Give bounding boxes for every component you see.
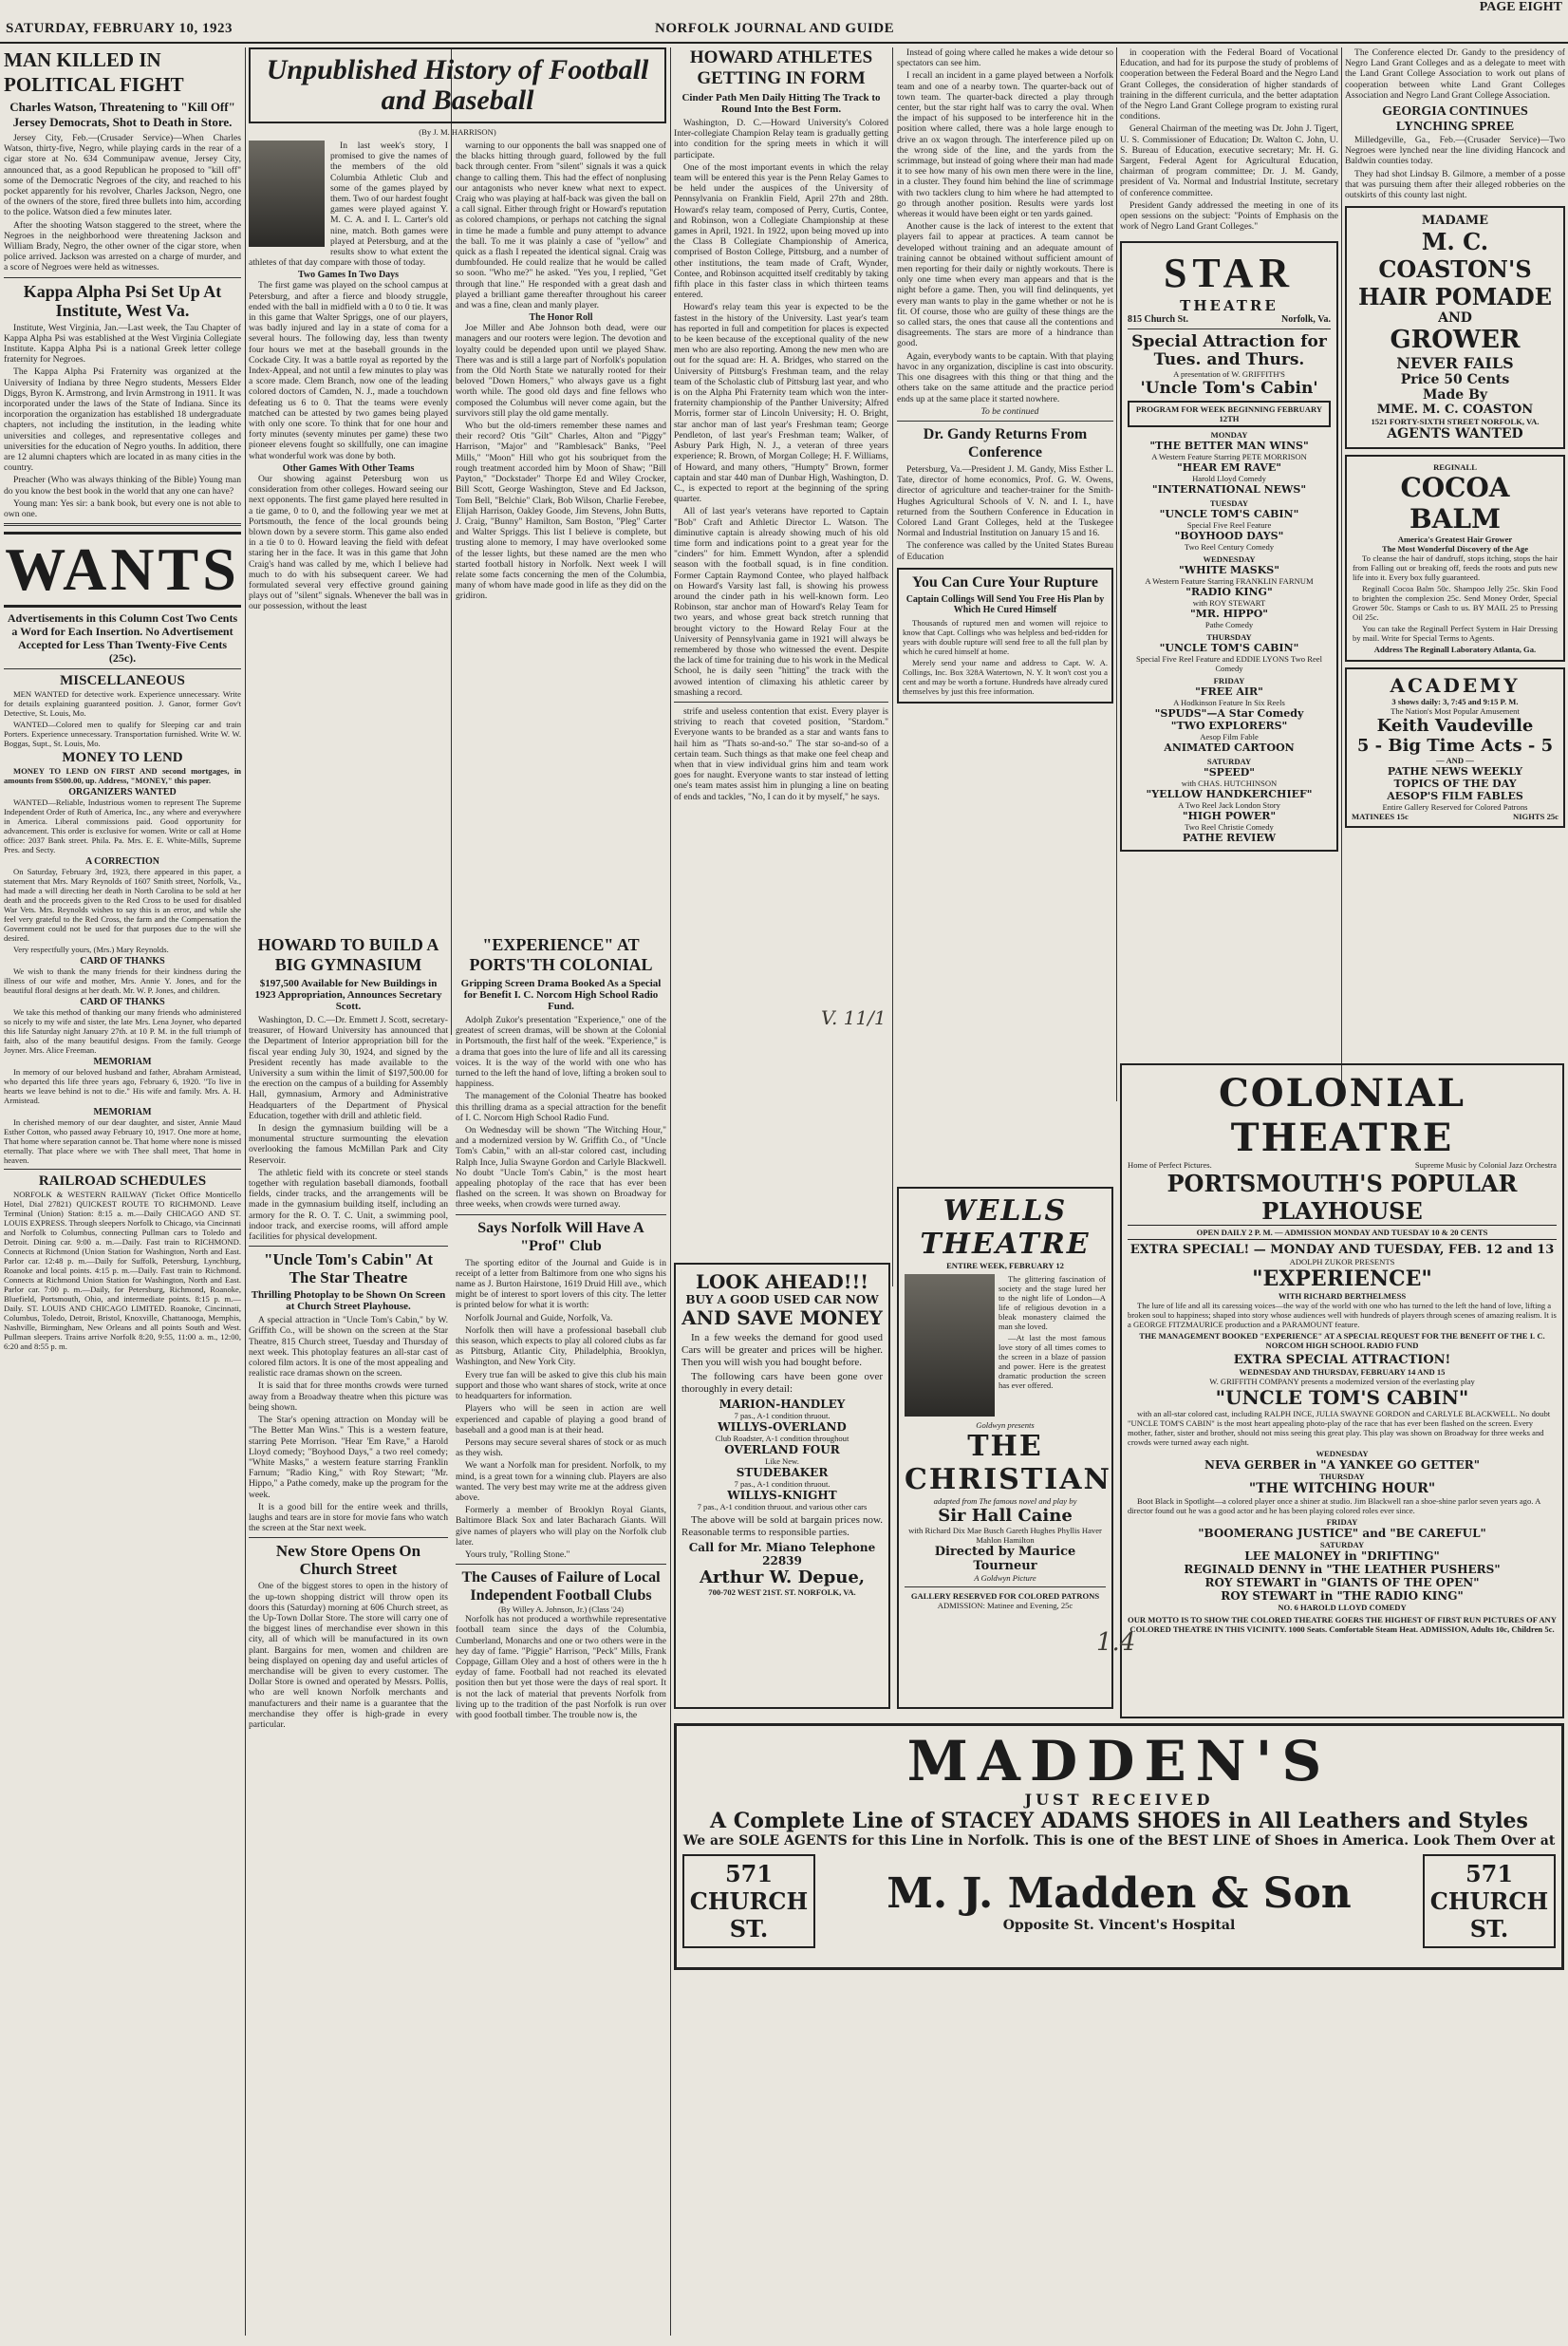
- thanks-heading: CARD OF THANKS: [80, 956, 165, 967]
- article-kappa: [4, 323, 241, 520]
- program-title: "WHITE MASKS": [1179, 564, 1279, 577]
- paragraph: In a few weeks the demand for good used Cars will be greater and prices will be higher. Then you will wish you had bought before.: [681, 1332, 883, 1368]
- paragraph: The glittering fascination of society and the stage lured her to the night life of London—A life of religious devotion in a bleak monastery claimed the man she loved.: [999, 1274, 1106, 1331]
- article-howard-gym: [249, 1015, 448, 1242]
- paragraph: —At last the most famous love story of all times comes to the screen in a blaze of passion and power. Here is the greatest dramatic production the screen has ever offered.: [999, 1333, 1106, 1390]
- paragraph: in cooperation with the Federal Board of Vocational Education, and had for its purpose the study of problems of cooperation between the Federal Board and the Negro Land Grant Colleges, the consideration of higher standards of training in the different curricula, and the better adaptation of the Negro Land Grant College program to existing rural conditions.: [1120, 47, 1338, 122]
- correction-notice: [4, 867, 241, 954]
- classifieds: [4, 689, 241, 748]
- ad-line: GALLERY RESERVED FOR COLORED PATRONS: [910, 1591, 1100, 1601]
- program-detail: Pathe Comedy: [1204, 620, 1254, 630]
- paragraph: In cherished memory of our dear daughter, and sister, Annie Maud Esther Cotton, who passed away February 10, 1917. One more at home, That home where separation cannot be. That home where none is missed eternally. That place where we with Thee shall meet, That home in heaven.: [4, 1117, 241, 1166]
- ad-line: AND SAVE MONEY: [681, 1306, 883, 1329]
- memoriam-heading: MEMORIAM: [93, 1107, 152, 1118]
- paragraph: Merely send your name and address to Capt. W. A. Collings, Inc. Box 328A Watertown, N. Y. It won't cost you a cent and may be worth a fortune. Hundreds have already cured themselves by just this free information.: [903, 657, 1108, 696]
- correction-heading: A CORRECTION: [84, 856, 160, 868]
- paragraph: Washington, D. C.—Howard University's Colored Inter-collegiate Champion Relay team is gradually getting into condition for the spring meets in which it will participate.: [674, 118, 888, 160]
- ad-line: THURSDAY: [1319, 1472, 1365, 1481]
- ad-look-ahead: [674, 1263, 890, 1709]
- paragraph: Preacher (Who was always thinking of the Bible) Young man do you know the best book in the world that any one can have?: [4, 475, 241, 497]
- ad-line: EXTRA SPECIAL ATTRACTION!: [1233, 1353, 1451, 1367]
- star-program-week: PROGRAM FOR WEEK BEGINNING FEBRUARY 12TH: [1128, 401, 1331, 427]
- subhead-howard-athletes: Cinder Path Men Daily Hitting The Track to Round Into the Best Form.: [681, 92, 881, 115]
- headline-football-history: Unpublished History of Football and Baseball: [266, 54, 649, 116]
- ad-line: "BOOMERANG JUSTICE" and "BE CAREFUL": [1198, 1527, 1486, 1540]
- ad-line: W. GRIFFITH COMPANY presents a modernized version of the everlasting play: [1209, 1377, 1475, 1386]
- paragraph: Norfolk has not produced a worthwhile representative football team since the days of the Columbia, Cumberland, Monarchs and one or two others were in the hey day of fame. "Piggie" Harrison, "Peck" Mills, Frank Coppage, Gillam Oley and a host of others were in the h eyday of fame. Football had not reached its elevated position then but yet those were the days of real sport. It is not the lack of material that prevents Norfolk from living up to the tradition of the past Norfolk is run over with good football timber. The trouble now is, the: [456, 1614, 666, 1720]
- headline-prof-club: Says Norfolk Will Have A "Prof" Club: [477, 1219, 644, 1254]
- paragraph: Institute, West Virginia, Jan.—Last week, the Tau Chapter of Kappa Alpha Psi was established at the West Virginia Collegiate Institute. Kappa Alpha Psi is a national Greek letter college fraternity for Negroes.: [4, 322, 241, 366]
- ad-line: ROY STEWART in "THE RADIO KING": [1221, 1589, 1464, 1603]
- football-history-article: [249, 47, 666, 959]
- program-title: "INTERNATIONAL NEWS": [1151, 483, 1307, 497]
- column-2-lower: [249, 935, 448, 2331]
- ad-academy: [1345, 667, 1565, 828]
- masthead-date: SATURDAY, FEBRUARY 10, 1923: [6, 21, 233, 36]
- paragraph: We wish to thank the many friends for their kindness during the illness of our wife and mother, Mrs. Annie Y. Jones, and for the beautiful floral designs at her death. Mr. W. P. Jones, and children.: [4, 967, 241, 996]
- program-title: "HEAR EM RAVE": [1177, 461, 1281, 475]
- ad-line: Keith Vaudeville: [1376, 716, 1534, 737]
- ad-line: with Richard Dix Mae Busch Gareth Hughes Phyllis Haver Mahlon Hamilton: [908, 1526, 1102, 1545]
- paragraph: Washington, D. C.—Dr. Emmett J. Scott, secretary-treasurer, of Howard University has announced that the Department of Interior appropriation bill for the fiscal year ending July 30, 1924, and signed by the President recently has made available to the University a sum within the limit of $197,500.00 for the erection on the campus of a building for Assembly Hall, gymnasium, Armory and Administrative Headquarters of the Department of Physical Education, together with drill and athletic field.: [249, 1015, 448, 1121]
- program-detail: Two Reel Century Comedy: [1184, 542, 1275, 553]
- ad-line: Home of Perfect Pictures.: [1128, 1160, 1212, 1170]
- paragraph: It is a good bill for the entire week and thrills, laughs and tears are in store for movie fans who watch the screen at the Star next week.: [249, 1501, 448, 1534]
- ad-line: America's Greatest Hair Grower: [1397, 535, 1513, 545]
- ad-line: Supreme Music by Colonial Jazz Orchestra: [1414, 1160, 1557, 1170]
- ad-rupture: [897, 568, 1113, 704]
- money-ad: [4, 766, 241, 785]
- handwritten-mark: 1.4: [1096, 1628, 1136, 1657]
- ad-line: COLONIAL THEATRE: [1218, 1071, 1466, 1160]
- ad-line: ROY STEWART in "GIANTS OF THE OPEN": [1204, 1576, 1480, 1589]
- column-6: [1120, 47, 1338, 1054]
- column-1: [4, 47, 241, 2336]
- paragraph: NORFOLK & WESTERN RAILWAY (Ticket Office Monticello Hotel, Dial 27821) QUICKEST ROUTE TO RICHMOND. Leave Terminal (Union) Station: 8:15 a. m.—Daily CHICAGO AND ST. LOUIS EXPRESS. Through sleepers Norfolk to Chicago, via Cincinnati and Norfolk to Columbus, connecting Pullman cars to Toledo and Detroit. Dining car. 9:00 a. m.—Daily. Fast train to RICHMOND. Connects at Richmond (Union Station for Washington, North and East. Parlor car. 12:48 p. m.—Daily for Suffolk, Petersburg, Lynchburg, Roanoke and local points. 4:15 p. m.—Daily. Fast train to Richmond. Connects at Richmond Union Station for Washington, North and East. Parlor car. 7:00 p. m.—Daily, for Petersburg, Richmond, Roanoke, Bluefield, Portsmouth, Ohio, and intermediate points. 8:15 p. m.—Daily. ST. LOUIS AND CHICAGO LIMITED. Roanoke, Cincinnati, Columbus, Toledo, Detroit, Bristol, Knoxville, Chattanooga, Memphis, Nashville, Birmingham, New Orleans and all points South and West. Pullman sleepers. Trains arrive Norfolk 8:20, 9:55, 11:00 a. m., 12:00, 6:20 and 8:55 p. m.: [4, 1190, 241, 1352]
- paragraph: Norfolk then will have a professional baseball club this season, which expects to play all colored clubs as far as Pittsburg, Atlantic City, Philadelphia, Brooklyn, Washington, and New York City.: [456, 1324, 666, 1368]
- paragraph: General Chairman of the meeting was Dr. John J. Tigert, U. S. Commissioner of Education; Dr. Walton C. John, U. S. Bureau of Education, executive secretary; Mr. H. G. Sargent, Federal Agent for Agricultural Education, chairman of program committee; Dr. J. M. Gandy, president of Va. Normal and Industrial Institute, secretary of conference committee.: [1120, 123, 1338, 198]
- ad-address: 700-702 WEST 21ST. ST. NORFOLK, VA.: [708, 1587, 856, 1597]
- memoriam-heading: MEMORIAM: [93, 1057, 152, 1068]
- ad-line: Made By: [1422, 387, 1488, 404]
- ad-line: FRIDAY: [1326, 1517, 1358, 1527]
- program-title: "YELLOW HANDKERCHIEF": [1146, 788, 1313, 801]
- paragraph: The first game was played on the school campus at Petersburg, and after a fierce and bloody struggle, ended with the ball in midfield with a 0 to 0 tie. It was in this game that Walter Spriggs, one of our players, was badly injured and lay in a state of coma for a several hours. The following day, less than twenty four hours we met at the baseball grounds in the Cockade City. It was a battle royal as reported by the Index-Appeal, and not until a few minutes to play was a score made. Clem Branch, now one of the leading colored doctors of Camden, N. J., made a touchdown defeating us 6 to 0. That the teams were evenly matched can be attested by two games being played with only one score. To think that for one hour and forty minutes (seventy minutes per game) these two pioneer elevens fought so skillfully, one can imagine what wonderful work was done by both.: [249, 280, 448, 461]
- paragraph: Petersburg, Va.—President J. M. Gandy, Miss Esther L. Tate, director of home economics, Prof. G. W. Owens, director of agriculture and teacher-trainer for the Smith-Hughes Agricultural Schools of V. N. and I. I., have returned from the Southern Conference in Education in Colored Land Grant Colleges, held at the Tuskegee Normal and Industrial Institution on January 15 and 16.: [897, 463, 1113, 539]
- ad-wells-theatre: [897, 1187, 1113, 1709]
- column-rule: [1116, 47, 1117, 1101]
- article-experience: [456, 1015, 666, 1211]
- car-detail: Club Roadster, A-1 condition throughout: [715, 1434, 849, 1443]
- program-title: PATHE REVIEW: [1182, 832, 1277, 845]
- paragraph: Who but the old-timers remember these names and their record? Otis "Gilt" Charles, Alton and "Piggy" Harrison, "Major" and "Ramblesack" Banks, "Peel Mills," "Moon" Hill who got his soubriquet from the rough treatment accorded him by Moon of Shaw; "Bill Payton," "Dockstader" Thorpe Ed and Wiley Crocker, Bill Scott, George Washington, Steve and Ed Jackson, Tom Bell, "Belchie" Clark, Bob Wilson, Charlie Ferebee, Elijah Harrison, Oakley Goode, Jim Stevens, John Butts, J. Craig, "Bunny" Hamilton, Sam Boston, "Pleg" Carter and Walter Spriggs. This list I believe is complete, but trusting alone to memory, I may have overlooked some of the lesser lights, but these named are the men who started football history in Norfolk. Next week I will relate some facts concerning the men of the Columbia, many of whom have made good in life as they did on the gridiron.: [456, 421, 666, 602]
- ad-line: LEE MALONEY in "DRIFTING": [1244, 1549, 1440, 1563]
- subheading: The Honor Roll: [529, 312, 593, 324]
- ad-line: THE MANAGEMENT BOOKED "EXPERIENCE" AT A SPECIAL REQUEST FOR THE BENEFIT OF THE I. C. NORCOM HIGH SCHOOL RADIO FUND: [1139, 1331, 1545, 1350]
- column-4: [674, 47, 888, 1282]
- program-title: "SPUDS"—A Star Comedy: [1154, 707, 1304, 721]
- signature: Very respectfully yours, (Mrs.) Mary Reynolds.: [13, 945, 169, 955]
- ad-line: OUR MOTTO IS TO SHOW THE COLORED THEATRE GOERS THE HIGHEST OF FIRST RUN PICTURES OF ANY COLORED THEATRE IN THIS VICINITY. 1000 Seats. Comfortable Steam Heat. ADMISSION, Adults 10c, Children 5c.: [1128, 1615, 1557, 1634]
- star-subtitle: THEATRE: [1180, 297, 1279, 315]
- subhead-utc: Thrilling Photoplay to be Shown On Screen at Church Street Playhouse.: [251, 1289, 446, 1313]
- portrait-photo: [249, 141, 325, 247]
- memoriam-2: [4, 1117, 241, 1165]
- ad-maddens: [674, 1723, 1564, 1970]
- paragraph: Boot Black in Spotlight—a colored player once a shiner at studio. Jim Blackwell ran a shoe-shine parlor seven years ago. A director found out he was a good actor and he has been playing colored roles ever since.: [1128, 1496, 1540, 1515]
- ad-contact: Call for Mr. Miano Telephone 22839: [688, 1541, 876, 1567]
- day-heading: WEDNESDAY: [1203, 554, 1256, 565]
- byline: (By Willey A. Johnson, Jr.) (Class '24): [497, 1605, 625, 1615]
- subheading: Other Games With Other Teams: [282, 462, 415, 474]
- ad-line: WEDNESDAY AND THURSDAY, FEBRUARY 14 AND 15: [1239, 1367, 1446, 1377]
- ad-line: AESOP'S FILM FABLES: [1387, 790, 1523, 803]
- ad-line: MATINEES 15c: [1352, 812, 1409, 822]
- paragraph: The Kappa Alpha Psi Fraternity was organized at the University of Indiana by three Negro students, Messers Elder Diggs, Byron K. Armstrong, and Irvin Armstrong in 1911. It was incorporated under the laws of the State of Indiana. Since its incorporation the organization has established 18 undergraduate chapters, not including the institution, in the leading white universities and colleges, and representative colleges and universities for the education of Negro youths. In addition, there are 12 alumni chapters which are located in as many cities in the country.: [4, 366, 241, 474]
- to-be-continued: To be continued: [980, 405, 1039, 417]
- organizers-heading: ORGANIZERS WANTED: [68, 787, 177, 798]
- program-title: "MR. HIPPO": [1189, 608, 1269, 621]
- headline-kappa: Kappa Alpha Psi Set Up At Institute, West Va.: [23, 281, 222, 320]
- program-title: "FREE AIR": [1195, 685, 1263, 699]
- day-heading: SATURDAY: [1206, 757, 1252, 767]
- article-continuation: [897, 47, 1113, 417]
- ad-line: ACADEMY: [1390, 674, 1521, 698]
- ad-coaston: [1345, 206, 1565, 449]
- program-title: "BOYHOOD DAYS": [1174, 530, 1284, 543]
- paragraph: We want a Norfolk man for president. Norfolk, to my mind, is a great town for a winning club. Players are also wanted. The very best may write me at the address given above.: [456, 1460, 666, 1503]
- paragraph: The Star's opening attraction on Monday will be "The Better Man Wins." This is a western feature, starring Pete Morrison. "Hear 'Em Rave," a Harold Lloyd comedy; "Boyhood Days," a two reel comedy; "White Masks," a western feature starring Franklin Farnum; "Radio King," with Roy Stewart; "Mr. Hippo," a Pathe comedy, make up the program for the week.: [249, 1415, 448, 1500]
- subhead-experience: Gripping Screen Drama Booked As a Special for Benefit I. C. Norcom High School Radio Fund.: [460, 978, 662, 1012]
- paragraph: The following cars have been gone over thoroughly in every detail:: [681, 1371, 883, 1395]
- thanks-heading: CARD OF THANKS: [80, 997, 165, 1008]
- ad-line: OPEN DAILY 2 P. M. — ADMISSION MONDAY AND TUESDAY 10 & 20 CENTS: [1128, 1225, 1557, 1240]
- column-7: [1345, 47, 1565, 1054]
- paragraph: They had shot Lindsay B. Gilmore, a member of a posse that was pursuing them after their alleged robberies on the outskirts of this county last night.: [1345, 168, 1565, 201]
- ad-name: Arthur W. Depue,: [699, 1567, 866, 1587]
- classified-item: WANTED—Colored men to qualify for Sleeping car and train Porters. Experience unnecessary. Transportation furnished. Write W. W. Boggas, Supt., St. Louis, Mo.: [4, 720, 241, 749]
- car-detail: 7 pas., A-1 condition thruout.: [734, 1479, 831, 1489]
- car-name: WILLYS-KNIGHT: [727, 1489, 837, 1502]
- ad-line: NO. 6 HAROLD LLOYD COMEDY: [1278, 1603, 1407, 1612]
- ad-line: WITH RICHARD BERTHELMESS: [1278, 1291, 1407, 1301]
- classified-item: WANTED—Reliable, Industrious women to represent The Supreme Independent Order of Ruth of America, Inc., any where and everywhere in America. Liberal commissions paid. Good opportunity for advancement. This order is exclusive for women. Write or call at Home office: 2037 Bank street. Phila. Pa. Mrs. E. E. White-Mills, Supreme Pres. and Secty.: [4, 798, 241, 855]
- headline-failure: The Causes of Failure of Local Independent Football Clubs: [461, 1569, 661, 1605]
- paragraph: It is said that for three months crowds were turned away from a Broadway theatre when this picture was being shown.: [249, 1380, 448, 1413]
- car-detail: 7 pas., A-1 condition thruout.: [734, 1411, 831, 1420]
- ad-colonial-theatre: [1120, 1063, 1564, 1718]
- ad-line: 571 CHURCH ST.: [1423, 1854, 1556, 1948]
- program-title: "UNCLE TOM'S CABIN": [1159, 508, 1299, 521]
- paragraph: On Saturday, February 3rd, 1923, there appeared in this paper, a statement that Mrs. Mary Reynolds of 1607 Smith street, Norfolk, Va., had made a will directing her death in North Carolina to be sold at her death and the proceeds given to the Red Cross to be used for disabled War Vets. Mrs. Reynolds wishes to say this is an error, and while she feel very grateful to the Red Cross, the farm and the Compensation the Government could not be used for that purposes due to the will she desired.: [4, 867, 241, 944]
- ad-line: 5 - Big Time Acts - 5: [1356, 736, 1554, 757]
- ad-line: ENTIRE WEEK, FEBRUARY 12: [946, 1261, 1064, 1270]
- program-title: "SPEED": [1204, 766, 1255, 779]
- subheading: Two Games In Two Days: [297, 270, 400, 281]
- program-title: "RADIO KING": [1185, 586, 1273, 599]
- column-3-lower: [456, 935, 666, 2331]
- article-gandy: [897, 464, 1113, 562]
- headline-howard-gym: HOWARD TO BUILD A BIG GYMNASIUM: [257, 935, 439, 974]
- headline-experience: "EXPERIENCE" AT PORTS'TH COLONIAL: [469, 935, 653, 974]
- day-heading: THURSDAY: [1206, 632, 1252, 643]
- paragraph: One of the biggest stores to open in the history of the up-town shopping district will throw open its doors this (Saturday) morning at 606 Church street, as the Up-Town Dollar Store. The store will carry one of the biggest lines of merchandise ever shown in this city, all of which will be manufactured in its own plant. Bargains for men, women and children are being displayed on opening day and useful articles of merchandise will be given to every customer. The Dollar Store is owned and operated by Messrs. Pollis, who are well known Norfolk merchants and manufacturers and their name is a guarantee that the merchandise they offer is high-grade in every particular.: [249, 1581, 448, 1730]
- paragraph: Instead of going where called he makes a wide detour so spectators can see him.: [897, 47, 1113, 69]
- paragraph: A special attraction in "Uncle Tom's Cabin," by W. Griffith Co., will be shown on the screen at the Star Theatre, 815 Church street, Tuesday and Thursday of next week. This photoplay features an all-star cast of colored film actors. It is one of the most appealing and realistic race dramas shown on the screen.: [249, 1315, 448, 1379]
- star-title: STAR: [1163, 250, 1296, 297]
- article-prof-club: [456, 1258, 666, 1560]
- paragraph: strife and useless contention that exist. Every player is striving to reach that coveted position, "Stardom." Everyone wants to be branded as a star and wants fans to hail him as "Thats so-and-so." The star so-and-so of a certain team. Such things as that make one feel cheap and when that in view individual grins him and team work goes for naught. Everyone wants to star instead of letting one's team mates assist him in plunging a line on beating of ends and tackles, "No, I can do it by myself," he says.: [674, 705, 888, 802]
- ad-line: SATURDAY: [1319, 1540, 1365, 1549]
- paragraph: Howard's relay team this year is expected to be the fastest in the history of the University. Last year's team has reported in full and competition for places is expected to be keen because of the exceptional quality of the new men who are also reporting. Among the new men who are out for the squad are: H. A. Bridges, who starred on the University of Pittsburg's Freshman team, and the relay team of the Scholastic club of Pittsburg last year, and who is on the Alpha Phi Fraternity team which won the inter-fraternity championship of the Panther University; Alfred Morris, former star of Lincoln University; H. O. Bright, star anchor man of last year's Freshman team; George Pendleton, of last year's Freshman team; Walker, of Asbury Park High, N. J., a veteran of three years experience; R. Brown, of Morgan College; H. F. Williams, of Howard, and many others, "Humpty" Brown, former captain and star 440 man of Dunbar High, Washington, D. C., is expected to report at the beginning of the spring quarter.: [674, 302, 888, 505]
- byline: (By J. M. HARRISON): [419, 127, 496, 137]
- ad-line: Directed by Maurice Tourneur: [934, 1545, 1076, 1573]
- star-feature: 'Uncle Tom's Cabin': [1140, 379, 1318, 399]
- ad-line: Opposite St. Vincent's Hospital: [1002, 1918, 1236, 1933]
- paragraph: Every true fan will be asked to give this club his main support and those who want shares of stock, write at once to headquarters for information.: [456, 1369, 666, 1402]
- ad-line: WELLS THEATRE: [920, 1194, 1091, 1261]
- paragraph: Thousands of ruptured men and women will rejoice to know that Capt. Collings who was helpless and bed-ridden for years with double rupture will send free to all the full plan by which he cured himself at home.: [903, 617, 1108, 656]
- ad-line: PORTSMOUTH'S POPULAR PLAYHOUSE: [1167, 1170, 1518, 1225]
- paragraph: In design the gymnasium building will be a monumental structure surmounting the elevation overlooking the famous McMillan Park and City Reservoir.: [249, 1123, 448, 1166]
- program-detail: with CHAS. HUTCHINSON: [1181, 779, 1278, 789]
- ad-line: 1521 FORTY-SIXTH STREET NORFOLK, VA.: [1371, 417, 1540, 427]
- paragraph: Yours truly, "Rolling Stone.": [465, 1548, 570, 1560]
- paragraph: The Conference elected Dr. Gandy to the presidency of Negro Land Grant Colleges and as a delegate to meet with the Land Grant College Association to work out plans of cooperation between white Land Grant Colleges Association and Negro Land Grant College Association.: [1345, 47, 1565, 101]
- ad-line: NEVER FAILS: [1396, 354, 1514, 373]
- ad-line: "UNCLE TOM'S CABIN": [1215, 1386, 1469, 1409]
- paragraph: In memory of our beloved husband and father, Abraham Armistead, who departed this life three years ago, February 6, 1920. "To live in hearts we leave behind is not to die." His wife and family. Mrs. A. H. Armistead.: [4, 1067, 241, 1106]
- paragraph: One of the most important events in which the relay team will be entered this year is the Penn Relay Games to be held under the auspices of the University of Pennsylvania on Franklin Field, April 27th and 28th. Howard's relay team, composed of Perry, Curtis, Contee, and Robinson, won a Collegiate Championship at these games in April, 1921. In 1922, upon being moved up into the Class B Collegiate Championship of America, comprised of Boston College, Pittsburg, and a number of other institutions, the team made of Craft, Wynder, Contee, and Robinson acquitted itself creditably by taking fifth place in this faster class in which thirteen teams entered.: [674, 161, 888, 301]
- paragraph: with an all-star colored cast, including RALPH INCE, JULIA SWAYNE GORDON and CARLYLE BLACKWELL. No doubt "UNCLE TOM'S CABIN" is the most heart appealing photo-play of the race that has ever been flashed on the screen. Every mother, father, sister and brother, should not miss seeing this great play. This play was shown on Broadway for three weeks and crowds were turned away each night.: [1128, 1409, 1551, 1447]
- paragraph: Jersey City, Feb.—(Crusader Service)—When Charles Watson, thirty-five, Negro, while playing cards in the rear of a cigar store at No. 634 Communipaw avenue, Jersey City, announced that, as a good Republican he proposed to "kill off" some of the Democratic Negroes of the city, and reached to his pocket apparently for his revolver, Charles Jackson, Negro, one of the owners of the store, fired three bullets into him, according to the police. Watson died a few minutes later.: [4, 133, 241, 218]
- program-detail: A Hodkinson Feature In Six Reels: [1173, 698, 1285, 708]
- program-detail: Special Five Reel Feature and EDDIE LYONS Two Reel Comedy: [1136, 654, 1322, 674]
- car-name: OVERLAND FOUR: [724, 1443, 840, 1456]
- ad-line: M. J. Madden & Son: [887, 1869, 1352, 1918]
- article-man-killed: [4, 133, 241, 273]
- ad-line: WEDNESDAY: [1316, 1449, 1369, 1458]
- paragraph: Young man: Yes sir: a bank book, but every one is not able to own one.: [4, 497, 241, 520]
- paragraph: We take this method of thanking our many friends who administered so nicely to my wife and sister, the late Mrs. Lena Joyner, who departed this life Saturday night January 27th. at 10 P. M. in the full triumph of faith, also of the many beautiful designs. From the family. George Joyner. Mrs. Alice Freeman.: [4, 1007, 241, 1056]
- film-still-image: [905, 1274, 995, 1417]
- ad-line: TOPICS OF THE DAY: [1393, 778, 1517, 791]
- ad-line: — AND —: [1436, 756, 1474, 766]
- money-heading: MONEY TO LEND: [62, 750, 183, 766]
- program-title: "TWO EXPLORERS": [1170, 720, 1288, 733]
- ad-line: MADAME: [1421, 214, 1489, 229]
- article-failure: [456, 1614, 666, 1720]
- paragraph: On Wednesday will be shown "The Witching Hour," and a modernized version by W. Griffith Co., of "Uncle Tom's Cabin," with an all-star colored cast, including Ralph Ince, Julia Swayne Gordon and Carlyle Blackwell. No doubt "Uncle Tom's Cabin," is the most heart appealing photoplay of the race that has ever been flashed on the screen. It was shown on Broadway for three weeks, when crowds were turned away.: [456, 1125, 666, 1211]
- thanks-1: [4, 967, 241, 995]
- car-name: WILLYS-OVERLAND: [718, 1420, 847, 1434]
- article-georgia: [1345, 135, 1565, 200]
- star-city: Norfolk, Va.: [1281, 314, 1331, 326]
- ad-cocoa-balm: [1345, 455, 1565, 662]
- car-detail: 7 pas., A-1 condition thruout. and various other cars: [697, 1502, 868, 1511]
- ad-line: REGINALD DENNY in "THE LEATHER PUSHERS": [1184, 1563, 1501, 1576]
- program-detail: with ROY STEWART: [1192, 598, 1266, 609]
- ad-line: AGENTS WANTED: [1387, 426, 1523, 442]
- masthead: [0, 0, 1568, 44]
- column-5: [897, 47, 1113, 1044]
- paragraph: The sporting editor of the Journal and Guide is in receipt of a letter from Baltimore from one who signs his name as J. Burton Hairstone, 1619 Druid Hill ave., which might be of interest to sport lovers of this city. The letter is printed below for what it is worth:: [456, 1257, 666, 1311]
- column-rule: [892, 47, 893, 1286]
- paragraph: Persons may secure several shares of stock or as much as they wish.: [456, 1436, 666, 1459]
- ad-line: The Most Wonderful Discovery of the Age: [1381, 544, 1529, 554]
- ad-line: M. C. COASTON'S: [1378, 228, 1532, 284]
- paragraph: I recall an incident in a game played between a Norfolk team and one of a nearby town. The quarter-back out of town team. The quarter-back directed a play through center, but the star right half was to carry the oval. When the impact of his supposed to be interference hit in the position where called, there was a hole large enough to drive an ox wagon through. The interference piled up on the wrong side of the line, and the yards from the scrimmage, but instead of going where their man had made it to see how many of his own men there were in the line, in a cluster. They found him behind the line of scrimmage with two tacklers clung to him where he had attempted to go through another position. Results were yards lost whereas it would have been eight or ten yards gained.: [897, 70, 1113, 220]
- program-title: ANIMATED CARTOON: [1164, 741, 1295, 755]
- paragraph: In last week's story, I promised to give the names of the members of the old Columbia Athletic Club and some of the games played by them. Two of our hardest fought games were played against Y. M. C. A. and I. L. Carter's old nine, match. Both games were played at Petersburg, and at the results show to what extent the athletes of that day compare with those of today.: [249, 141, 448, 269]
- program-detail: Special Five Reel Feature: [1186, 520, 1272, 531]
- ad-line: Price 50 Cents: [1400, 372, 1510, 388]
- ad-line: HAIR POMADE: [1357, 283, 1553, 311]
- ad-line: We are SOLE AGENTS for this Line in Norfolk. This is one of the BEST LINE of Shoes in America. Look Them Over at: [682, 1833, 1556, 1849]
- paragraph: Formerly a member of Brooklyn Royal Giants, Baltimore Black Sox and later Bacharach Giants. Will give names of players who will play on the Norfolk club later.: [456, 1505, 666, 1548]
- ad-line: EXTRA SPECIAL! — MONDAY AND TUESDAY, FEB. 12 and 13: [1129, 1243, 1555, 1257]
- program-detail: Harold Lloyd Comedy: [1192, 474, 1266, 484]
- article-howard-athletes: [674, 118, 888, 698]
- ad-line: Sir Hall Caine: [938, 1506, 1073, 1526]
- paragraph: To cleanse the hair of dandruff, stops itching, stops the hair from Falling out or breaking off, feeds the roots and puts new life into it. Every box fully guaranteed.: [1353, 554, 1558, 583]
- star-special: Special Attraction for Tues. and Thurs.: [1131, 332, 1327, 370]
- program-detail: Two Reel Christie Comedy: [1185, 822, 1274, 833]
- ad-line: NEVA GERBER in "A YANKEE GO GETTER": [1204, 1458, 1481, 1472]
- misc-heading: MISCELLANEOUS: [60, 673, 185, 689]
- handwritten-mark: V. 11/1: [821, 1006, 887, 1029]
- program-title: "HIGH POWER": [1182, 810, 1277, 823]
- wants-note: Advertisements in this Column Cost Two Cents a Word for Each Insertion. No Advertisement Accepted for Less Than Twenty-Five Cents (25c).: [7, 611, 238, 666]
- paragraph: All of last year's veterans have reported to Captain "Bob" Craft and Athletic Director L. Watson. The diminutive captain is already showing much of his old time form and indications point to a great year for the "cinders" for him. Emmett Wyndon, after a splendid season with the football squad, is in fine condition. Former Captain Raymond Contee, who played halfback on Howard's Varsity last fall, is showing his prowess around the cinder path in his well-known form. Leo Robinson, star anchor man of Howard's Relay Team for two years, and whose great back stretch running that brought victory to the Howard Relay Four at the University of Pennsylvania game in 1921 will always be remembered by those who witnessed the event. Despite the lack of time for training due to his work in the Medical School, he is daily seen "hitting" the track with the avowed intention of climaxing his athletic career by smashing a record.: [674, 506, 888, 698]
- paragraph: Players who will be seen in action are well experienced and capable of playing a good brand of baseball and a good man is at their head.: [456, 1403, 666, 1436]
- program-detail: A Western Feature Starring FRANKLIN FARNUM: [1145, 576, 1314, 587]
- classified-item: MEN WANTED for detective work. Experience unnecessary. Write for details explaining guaranteed position. J. Ganor, former Gov't Detective, St. Louis, Mo.: [4, 689, 241, 719]
- ad-line: A Goldwyn Picture: [974, 1573, 1036, 1583]
- ad-headline: You Can Cure Your Rupture: [912, 573, 1098, 591]
- paragraph: Again, everybody wants to be captain. With that playing havoc in any organization, discipline is cast into obscurity. This one disagrees with this thing or that thing and the others take on the same attitude and the practice period ends up at the same place it started nowhere.: [897, 350, 1113, 404]
- article-strife: [674, 706, 888, 802]
- ad-line: ADMISSION: Matinee and Evening, 25c: [937, 1601, 1073, 1610]
- paragraph: The management of the Colonial Theatre has booked this thrilling drama as a special attraction for the benefit of I. C. Norcom High School Radio Fund.: [456, 1091, 666, 1123]
- paragraph: Another cause is the lack of interest to the extent that players fail to appear at practices. A team cannot be developed without training and an adequate amount of training cannot be obtained without sufficient amount of men reporting for their daily or nightly workouts. There is only one time when every man appears and that is the night before a game. Then, you will find delinquents, yet every man wants to play in the game whether or not he is fit. Of course, those who are guilty of these things are the so called stars, the ones that cause all the contentions and disagreements. The stars are more of a hindrance than good.: [897, 221, 1113, 349]
- ad-line: "THE WITCHING HOUR": [1248, 1481, 1436, 1496]
- paragraph: The athletic field with its concrete or steel stands together with regulation baseball diamonds, football fields, cinder tracks, and the arrangements will be made in the gymnasium building itself, including an armory for the R. O. T. C. Unit, a swimming pool, indoor track, and exercise rooms, will afford ample facilities for physical development.: [249, 1167, 448, 1243]
- thanks-2: [4, 1007, 241, 1055]
- paragraph: You can take the Reginall Perfect System in Hair Dressing by mail. Write for Special Terms to Agents.: [1353, 624, 1558, 644]
- star-address: 815 Church St.: [1128, 314, 1188, 326]
- column-rule: [1341, 47, 1342, 1101]
- classified-item: MONEY TO LEND ON FIRST AND second mortgages, in amounts from $500.00, up. Address, "MONEY," this paper.: [4, 766, 241, 786]
- ad-line: NIGHTS 25c: [1513, 812, 1559, 822]
- ad-line: PATHE NEWS WEEKLY: [1387, 765, 1523, 779]
- ad-line: The Nation's Most Popular Amusement: [1391, 706, 1520, 717]
- railroad-heading: RAILROAD SCHEDULES: [38, 1173, 207, 1190]
- ad-line: ADOLPH ZUKOR PRESENTS: [1289, 1257, 1395, 1267]
- ad-line: GROWER: [1390, 326, 1521, 355]
- star-presents: A presentation of W. GRIFFITH'S: [1173, 369, 1285, 380]
- paragraph: Norfolk Journal and Guide, Norfolk, Va.: [465, 1312, 613, 1323]
- ad-line: THE CHRISTIAN: [905, 1430, 1111, 1496]
- article-conference-cont: [1120, 47, 1338, 232]
- headline-man-killed: MAN KILLED IN POLITICAL FIGHT: [4, 48, 184, 96]
- paragraph: The lure of life and all its caressing voices—the way of the world with one who has turned to the left the hand of love, lifting a broken soul to happiness; shaped into story whose audiences well with hundreds of players through scenes of amazing realism. It is a GEORGE FITZMAURICE production and a PARAMOUNT feature.: [1128, 1301, 1557, 1329]
- wants-heading: WANTS: [4, 532, 241, 608]
- paragraph: The conference was called by the United States Bureau of Education: [897, 540, 1113, 562]
- headline-gandy: Dr. Gandy Returns From Conference: [923, 425, 1088, 460]
- program-detail: A Two Reel Jack London Story: [1178, 800, 1280, 811]
- day-heading: TUESDAY: [1209, 498, 1249, 509]
- headline-new-store: New Store Opens On Church Street: [275, 1542, 421, 1579]
- ad-line: A Complete Line of STACEY ADAMS SHOES in All Leathers and Styles: [710, 1809, 1528, 1833]
- ad-line: JUST RECEIVED: [1024, 1791, 1214, 1809]
- article-conference-end: [1345, 47, 1565, 101]
- car-detail: Like New.: [765, 1456, 799, 1466]
- railroad-schedule: [4, 1190, 241, 1351]
- organizers-ad: [4, 798, 241, 854]
- paragraph: After the shooting Watson staggered to the street, where the Negroes in the neighborhood were threatening Jackson and William Brady, Negro, the other owner of the cigar store, when police arrived. Jackson was arrested on a charge of murder, and a score of Negroes were held as witnesses.: [4, 219, 241, 273]
- program-title: "THE BETTER MAN WINS": [1149, 440, 1309, 453]
- ad-line: Entire Gallery Reserved for Colored Patrons: [1382, 802, 1528, 813]
- paragraph: Reginall Cocoa Balm 50c. Shampoo Jelly 25c. Skin Food to brighten the complexion 25c. Send Money Order, Special Grower 50c. Stamps or Cash to us. BY MAIL 25 to Pressing Oil 25c.: [1353, 584, 1558, 623]
- column-rule: [245, 47, 246, 2336]
- day-heading: MONDAY: [1210, 430, 1248, 441]
- ad-line: BUY A GOOD USED CAR NOW: [685, 1293, 879, 1306]
- ad-line: MME. M. C. COASTON: [1376, 403, 1534, 418]
- paragraph: Adolph Zukor's presentation "Experience," one of the greatest of screen dramas, will be shown at the Colonial in Portsmouth, the first half of the week. "Experience," is a drama that goes into the lure of life and all its caressing voices. It is the way of the world with one who has turned to the left the hand of love, lifting a broken soul to happiness.: [456, 1015, 666, 1090]
- ad-line: LOOK AHEAD!!!: [695, 1270, 869, 1293]
- ad-line: 3 shows daily: 3, 7:45 and 9:15 P. M.: [1391, 697, 1519, 707]
- paragraph: The above will be sold at bargain prices now. Reasonable terms to responsible parties.: [681, 1514, 883, 1538]
- headline-georgia: GEORGIA CONTINUES LYNCHING SPREE: [1382, 104, 1528, 135]
- ad-line: Goldwyn presents: [976, 1420, 1035, 1430]
- article-new-store: [249, 1581, 448, 1730]
- paragraph: Our showing against Petersburg won us consideration from other colleges. Howard seeing our next opponents. The first game played here resulted in a tie game, 0 to 0, and the following year we met at Portsmouth, the fence of the local grounds being blown down by a severe storm. This game also ended in a tie 0 to 0. Howard leaving the field with defeat staring her in the face. It was in this game that John Craig's hand was called by me, which I believe had much to do with his subsequent career. We had formulated several very effective ground gaining plays out of "silent" signals. Whenever the ball was in our possession, without the least: [249, 473, 448, 612]
- program-detail: Aesop Film Fable: [1200, 732, 1259, 742]
- car-name: STUDEBAKER: [736, 1466, 829, 1479]
- ad-line: COCOA BALM: [1400, 472, 1510, 535]
- ad-line: adapted from The famous novel and play by: [933, 1496, 1077, 1506]
- ad-line: "EXPERIENCE": [1252, 1267, 1432, 1291]
- column-rule: [670, 47, 671, 2336]
- headline-howard-athletes: HOWARD ATHLETES GETTING IN FORM: [689, 47, 873, 88]
- ad-star-theatre: [1120, 241, 1338, 852]
- article-utc: [249, 1315, 448, 1533]
- headline-utc: "Uncle Tom's Cabin" At The Star Theatre: [263, 1250, 434, 1287]
- ad-line: 571 CHURCH ST.: [682, 1854, 815, 1948]
- ad-line: REGINALL: [1433, 462, 1477, 473]
- program-detail: A Western Feature Starring PETE MORRISON: [1151, 452, 1307, 462]
- day-heading: FRIDAY: [1213, 676, 1245, 686]
- paragraph: Joe Miller and Abe Johnson both dead, were our managers and our rooters were legion. The devotion and loyalty could be depended upon until we played Shaw. There was and is still a large part of Norfolk's population from the Old North State we naturally rooted for their beloved "Down Homers," who always gave us a fight worth while. The good old days and fine fellows who composed the Columbus will never come again, but the survivors still play the old game mentally.: [456, 323, 666, 419]
- subhead-man-killed: Charles Watson, Threatening to "Kill Off" Jersey Democrats, Shot to Death in Store.: [9, 100, 235, 129]
- ad-address: Address The Reginall Laboratory Atlanta, Ga.: [1373, 645, 1537, 655]
- masthead-page-number: PAGE EIGHT: [1479, 0, 1562, 14]
- car-name: MARION-HANDLEY: [719, 1398, 846, 1411]
- ad-subheadline: Captain Collings Will Send You Free His Plan by Which He Cured Himself: [905, 593, 1105, 615]
- ad-line: AND: [1438, 310, 1472, 327]
- paragraph: Milledgeville, Ga., Feb.—(Crusader Service)—Two Negroes were lynched near the line dividing Hancock and Baldwin counties today.: [1345, 135, 1565, 167]
- memoriam-1: [4, 1067, 241, 1105]
- paragraph: warning to our opponents the ball was snapped one of the blacks hitting through guard, followed by the full back through center. From "silent" signals it was a quick change to calling them. This had the effect of nonplusing our antagonists who never knew what next to expect. Craig who was playing at half-back was given the ball on a call signal. Either through fright or Howard's reputation as colored champions, or perhaps not catching the signal in time he made a fumble and puny attempt to advance the ball. To me it was plainly a case of "yellow" and quick as a flash I repeated the identical signal. Craig was dumbfounded. He could realize that he would be called so soon. "Who me?" he asked. "Yes you, I replied, "Get through that line." He responded with a great dash and played a brilliant game thereafter throughout his career and was a fine, clean and manly player.: [456, 141, 666, 311]
- paragraph: President Gandy addressed the meeting in one of its open sessions on the subject: "Points of Emphasis on the work of Negro Land Grant Colleges.": [1120, 199, 1338, 233]
- ad-line: MADDEN'S: [906, 1729, 1332, 1793]
- program-title: "UNCLE TOM'S CABIN": [1159, 642, 1299, 655]
- subhead-howard-gym: $197,500 Available for New Buildings in 1923 Appropriation, Announces Secretary Scott.: [254, 978, 442, 1012]
- masthead-paper-name: NORFOLK JOURNAL AND GUIDE: [655, 21, 895, 36]
